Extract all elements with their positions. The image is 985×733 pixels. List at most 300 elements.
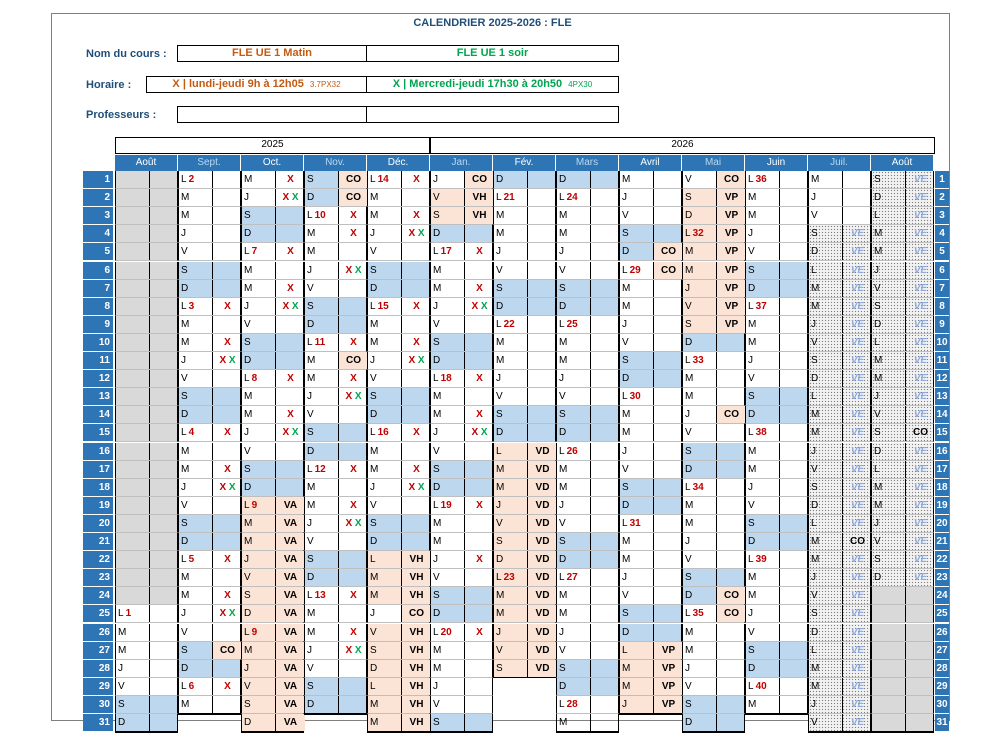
day-tag: X xyxy=(401,171,431,188)
day-tag-empty xyxy=(716,678,746,695)
day-tag-empty xyxy=(149,316,179,333)
day-letter: M xyxy=(181,445,190,457)
day-letter: M xyxy=(811,409,820,421)
day-cell xyxy=(430,352,493,370)
day-cell xyxy=(178,642,241,660)
month-header: Nov. xyxy=(304,155,367,171)
column-bottom-border xyxy=(493,677,556,679)
day-cell xyxy=(241,316,304,334)
day-letter: V xyxy=(622,463,629,475)
day-cell xyxy=(682,334,745,352)
day-cell xyxy=(430,678,493,696)
day-cell xyxy=(115,298,178,316)
day-tag: VD xyxy=(527,533,557,550)
day-tag-empty xyxy=(464,461,494,478)
day-letter: M xyxy=(748,698,757,710)
day-letter: J xyxy=(244,300,249,312)
day-tag-empty xyxy=(212,443,242,460)
day-cell xyxy=(241,443,304,461)
day-letter: J xyxy=(370,355,375,366)
day-letter: M xyxy=(685,391,694,403)
month-header: Sept. xyxy=(178,155,241,171)
day-cell xyxy=(367,515,430,533)
day-cell xyxy=(682,624,745,642)
day-letter: D xyxy=(811,499,819,511)
day-letter: D xyxy=(748,536,756,547)
day-letter: M xyxy=(685,373,694,385)
day-cell xyxy=(619,624,682,642)
day-cell xyxy=(619,587,682,605)
day-tag: X xyxy=(212,424,242,441)
day-tag: X xyxy=(275,370,305,387)
day-cell xyxy=(115,624,178,642)
day-number-right: 20 xyxy=(935,515,949,533)
day-letter: D xyxy=(433,228,441,240)
day-tag-empty xyxy=(653,479,683,496)
day-cell xyxy=(367,587,430,605)
day-cell xyxy=(619,262,682,280)
day-letter: M xyxy=(559,210,568,222)
day-tag-empty xyxy=(212,533,242,550)
day-tag: VH xyxy=(401,696,431,713)
day-cell xyxy=(871,569,934,587)
teacher-matin-field[interactable] xyxy=(177,106,367,123)
day-letter: J xyxy=(244,427,249,439)
day-cell xyxy=(493,424,556,442)
day-cell xyxy=(871,642,934,660)
day-cell xyxy=(745,406,808,424)
day-tag: VD xyxy=(527,479,557,496)
day-cell xyxy=(241,714,304,732)
day-letter: S xyxy=(433,210,440,222)
day-tag-empty xyxy=(464,262,494,279)
day-cell xyxy=(619,551,682,569)
day-cell xyxy=(178,298,241,316)
month-header: Mai xyxy=(682,155,745,171)
day-letter: L 8 xyxy=(244,373,258,385)
day-cell xyxy=(304,605,367,623)
day-cell xyxy=(556,207,619,225)
day-cell xyxy=(178,605,241,623)
day-cell xyxy=(241,678,304,696)
day-tag: VE xyxy=(905,243,935,260)
day-tag: VE xyxy=(905,171,935,188)
day-cell xyxy=(871,624,934,642)
day-letter: S xyxy=(748,264,755,276)
day-letter: L 19 xyxy=(433,499,452,511)
day-letter: M xyxy=(874,228,883,240)
day-tag-empty xyxy=(779,443,809,460)
day-cell xyxy=(304,696,367,714)
day-letter: M xyxy=(370,192,379,204)
day-tag-empty xyxy=(716,497,746,514)
day-cell xyxy=(304,225,367,243)
day-number-left: 29 xyxy=(83,678,113,696)
day-tag: VE xyxy=(905,189,935,206)
day-number-right: 2 xyxy=(935,189,949,207)
day-letter: S xyxy=(307,554,314,566)
day-tag: X X xyxy=(338,642,368,659)
day-tag: VE xyxy=(842,660,872,677)
day-letter: M xyxy=(244,264,253,276)
day-letter: V xyxy=(496,517,503,529)
day-cell xyxy=(115,316,178,334)
schedule-matin-field[interactable] xyxy=(146,76,367,93)
day-letter: D xyxy=(433,481,441,493)
day-cell xyxy=(808,406,871,424)
day-letter: L 6 xyxy=(181,680,195,692)
day-cell xyxy=(430,533,493,551)
day-number-right: 10 xyxy=(935,334,949,352)
day-letter: M xyxy=(307,228,316,240)
day-cell xyxy=(808,370,871,388)
day-tag-empty xyxy=(716,515,746,532)
day-cell xyxy=(808,497,871,515)
day-tag-empty xyxy=(590,280,620,297)
day-cell xyxy=(619,298,682,316)
day-cell xyxy=(178,189,241,207)
day-letter: J xyxy=(307,391,312,403)
day-cell xyxy=(115,352,178,370)
day-cell xyxy=(304,660,367,678)
day-cell xyxy=(556,280,619,298)
day-letter: L 26 xyxy=(559,445,578,457)
day-letter: S xyxy=(370,391,377,403)
day-letter: M xyxy=(307,499,316,511)
day-tag: VH xyxy=(401,569,431,586)
day-tag-empty xyxy=(590,551,620,568)
day-letter: M xyxy=(307,626,316,638)
day-letter: J xyxy=(811,698,816,710)
day-cell xyxy=(367,225,430,243)
day-letter: M xyxy=(685,517,694,529)
day-cell xyxy=(115,225,178,243)
day-cell xyxy=(115,388,178,406)
day-cell xyxy=(493,388,556,406)
day-tag-empty xyxy=(842,171,872,188)
day-tag-empty xyxy=(779,696,809,713)
day-cell xyxy=(871,388,934,406)
day-letter: V xyxy=(433,698,440,710)
day-tag: VE xyxy=(842,280,872,297)
day-tag-empty xyxy=(149,497,179,514)
day-letter: V xyxy=(685,680,692,692)
day-tag-empty xyxy=(779,298,809,315)
day-cell xyxy=(430,243,493,261)
day-number-left: 24 xyxy=(83,587,113,605)
day-letter: S xyxy=(496,409,503,421)
day-cell xyxy=(304,316,367,334)
day-cell xyxy=(745,605,808,623)
day-letter: M xyxy=(244,517,253,529)
day-cell xyxy=(304,533,367,551)
day-cell xyxy=(241,497,304,515)
day-tag-empty xyxy=(590,660,620,677)
day-tag: X xyxy=(338,207,368,224)
day-number-right: 24 xyxy=(935,587,949,605)
day-tag-empty xyxy=(338,533,368,550)
day-cell xyxy=(745,497,808,515)
day-tag: CO xyxy=(842,533,872,550)
day-tag: VE xyxy=(842,624,872,641)
day-cell xyxy=(871,696,934,714)
day-letter: D xyxy=(370,662,378,674)
day-tag-empty xyxy=(212,280,242,297)
day-tag: VD xyxy=(527,497,557,514)
day-cell xyxy=(367,533,430,551)
day-tag-empty xyxy=(653,388,683,405)
day-tag-empty xyxy=(590,515,620,532)
day-letter: M xyxy=(370,318,379,330)
day-letter: S xyxy=(748,517,755,529)
day-letter: D xyxy=(181,409,189,421)
day-letter: D xyxy=(622,373,630,385)
day-cell xyxy=(556,171,619,189)
day-cell xyxy=(556,443,619,461)
day-letter: S xyxy=(496,282,503,294)
day-letter: L 9 xyxy=(244,626,258,638)
day-letter: D xyxy=(244,608,252,620)
day-cell xyxy=(871,189,934,207)
day-tag-empty xyxy=(590,171,620,188)
day-number-right: 8 xyxy=(935,298,949,316)
day-letter: V xyxy=(433,318,440,330)
day-cell xyxy=(178,678,241,696)
day-number-left: 25 xyxy=(83,605,113,623)
day-tag-empty xyxy=(149,660,179,677)
day-cell xyxy=(241,334,304,352)
day-tag-empty xyxy=(149,479,179,496)
day-tag: VE xyxy=(905,352,935,369)
day-cell xyxy=(745,225,808,243)
day-letter: D xyxy=(748,662,756,674)
day-tag: VE xyxy=(905,533,935,550)
day-cell xyxy=(871,551,934,569)
day-letter: M xyxy=(811,282,820,294)
day-cell xyxy=(682,189,745,207)
day-tag-empty xyxy=(905,678,935,695)
day-letter: D xyxy=(685,463,693,475)
day-letter: M xyxy=(433,282,442,294)
day-cell xyxy=(808,225,871,243)
day-cell xyxy=(556,262,619,280)
column-bottom-border xyxy=(871,731,934,733)
day-tag-empty xyxy=(590,696,620,713)
day-letter: M xyxy=(433,536,442,547)
day-letter: M xyxy=(433,391,442,403)
day-cell xyxy=(745,642,808,660)
day-letter: J xyxy=(118,662,123,674)
day-cell xyxy=(619,443,682,461)
day-cell xyxy=(493,443,556,461)
day-cell xyxy=(871,461,934,479)
day-tag-empty xyxy=(338,605,368,622)
day-letter: L 11 xyxy=(307,336,326,348)
day-letter: L 2 xyxy=(181,174,195,185)
day-tag: VD xyxy=(527,461,557,478)
day-cell xyxy=(493,605,556,623)
day-tag-empty xyxy=(275,207,305,224)
day-letter: M xyxy=(874,373,883,385)
day-letter: D xyxy=(244,481,252,493)
course-soir-field[interactable]: FLE UE 1 soir xyxy=(366,45,619,62)
day-cell xyxy=(241,189,304,207)
day-cell xyxy=(493,515,556,533)
day-cell xyxy=(115,642,178,660)
day-letter: J xyxy=(433,300,438,312)
course-matin-field[interactable]: FLE UE 1 Matin xyxy=(177,45,367,62)
column-bottom-border xyxy=(808,731,871,733)
day-tag-empty xyxy=(338,569,368,586)
day-cell xyxy=(808,243,871,261)
day-letter: S xyxy=(244,463,251,475)
day-letter: L 22 xyxy=(496,318,515,330)
day-cell xyxy=(367,334,430,352)
day-number-left: 10 xyxy=(83,334,113,352)
day-number-right: 25 xyxy=(935,605,949,623)
day-cell xyxy=(682,515,745,533)
day-tag-empty xyxy=(338,424,368,441)
day-letter: J xyxy=(559,626,564,638)
day-letter: S xyxy=(244,210,251,222)
day-tag-empty xyxy=(149,443,179,460)
day-tag-empty xyxy=(653,406,683,423)
day-tag-empty xyxy=(716,388,746,405)
schedule-soir-field[interactable] xyxy=(366,76,619,93)
day-cell xyxy=(241,406,304,424)
day-cell xyxy=(304,678,367,696)
day-tag: VE xyxy=(842,461,872,478)
day-tag-empty xyxy=(401,388,431,405)
day-cell xyxy=(493,225,556,243)
day-letter: S xyxy=(874,174,881,185)
day-cell xyxy=(871,443,934,461)
day-tag-empty xyxy=(716,714,746,731)
day-cell xyxy=(808,605,871,623)
day-tag-empty xyxy=(212,388,242,405)
day-cell xyxy=(178,569,241,587)
day-tag: X xyxy=(338,587,368,604)
day-letter: M xyxy=(433,264,442,276)
day-letter: J xyxy=(622,698,627,710)
teacher-soir-field[interactable] xyxy=(366,106,619,123)
day-cell xyxy=(745,479,808,497)
day-letter: L 7 xyxy=(244,246,258,258)
day-cell xyxy=(871,334,934,352)
day-letter: M xyxy=(307,608,316,620)
day-tag: X xyxy=(464,370,494,387)
day-letter: S xyxy=(748,644,755,656)
day-tag: X xyxy=(338,370,368,387)
day-tag-empty xyxy=(905,624,935,641)
day-tag-empty xyxy=(464,605,494,622)
day-number-left: 30 xyxy=(83,696,113,714)
day-tag-empty xyxy=(653,497,683,514)
day-cell xyxy=(808,569,871,587)
day-tag-empty xyxy=(590,406,620,423)
day-tag-empty xyxy=(590,316,620,333)
day-cell xyxy=(745,678,808,696)
day-letter: J xyxy=(748,608,753,620)
day-cell xyxy=(178,533,241,551)
day-cell xyxy=(241,171,304,189)
day-letter: S xyxy=(370,264,377,276)
day-letter: L 24 xyxy=(559,192,578,204)
day-tag-empty xyxy=(527,243,557,260)
day-letter: D xyxy=(748,409,756,421)
day-letter: D xyxy=(433,608,441,620)
day-cell xyxy=(178,461,241,479)
day-tag-empty xyxy=(653,280,683,297)
day-tag: VE xyxy=(842,479,872,496)
day-tag-empty xyxy=(590,225,620,242)
day-letter: S xyxy=(307,300,314,312)
day-tag: VE xyxy=(842,370,872,387)
day-number-left: 23 xyxy=(83,569,113,587)
day-letter: M xyxy=(559,590,568,602)
day-letter: J xyxy=(433,174,438,185)
day-letter: M xyxy=(433,644,442,656)
day-number-right: 26 xyxy=(935,624,949,642)
day-tag-empty xyxy=(149,171,179,188)
day-letter: S xyxy=(622,608,629,620)
day-letter: D xyxy=(307,698,315,710)
day-tag-empty xyxy=(716,551,746,568)
day-letter: V xyxy=(811,463,818,475)
month-header: Août xyxy=(115,155,178,171)
day-tag-empty xyxy=(338,660,368,677)
day-cell xyxy=(871,262,934,280)
day-cell xyxy=(493,660,556,678)
day-cell xyxy=(682,660,745,678)
day-cell xyxy=(304,352,367,370)
day-number-left: 13 xyxy=(83,388,113,406)
day-tag: X X xyxy=(275,424,305,441)
day-tag: VE xyxy=(842,225,872,242)
day-number-right: 30 xyxy=(935,696,949,714)
day-cell xyxy=(115,587,178,605)
day-number-right: 17 xyxy=(935,461,949,479)
day-cell xyxy=(745,587,808,605)
day-letter: M xyxy=(370,445,379,457)
day-tag-empty xyxy=(149,298,179,315)
day-cell xyxy=(493,497,556,515)
day-tag: CO xyxy=(338,189,368,206)
day-cell xyxy=(619,642,682,660)
day-letter: S xyxy=(244,590,251,602)
day-letter: L xyxy=(370,554,376,566)
day-tag: X X xyxy=(401,225,431,242)
day-cell xyxy=(556,370,619,388)
day-tag-empty xyxy=(338,479,368,496)
day-letter: M xyxy=(874,499,883,511)
day-letter: S xyxy=(874,554,881,566)
day-number-left: 11 xyxy=(83,352,113,370)
day-cell xyxy=(178,370,241,388)
day-letter: J xyxy=(685,282,690,294)
day-letter: J xyxy=(622,192,627,204)
day-tag-empty xyxy=(527,207,557,224)
day-tag-empty xyxy=(527,298,557,315)
day-tag-empty xyxy=(401,406,431,423)
day-cell xyxy=(430,189,493,207)
day-letter: M xyxy=(811,662,820,674)
day-letter: L 27 xyxy=(559,572,578,584)
day-letter: S xyxy=(811,608,818,620)
day-tag: VD xyxy=(527,443,557,460)
day-letter: M xyxy=(811,427,820,439)
day-tag-empty xyxy=(779,280,809,297)
